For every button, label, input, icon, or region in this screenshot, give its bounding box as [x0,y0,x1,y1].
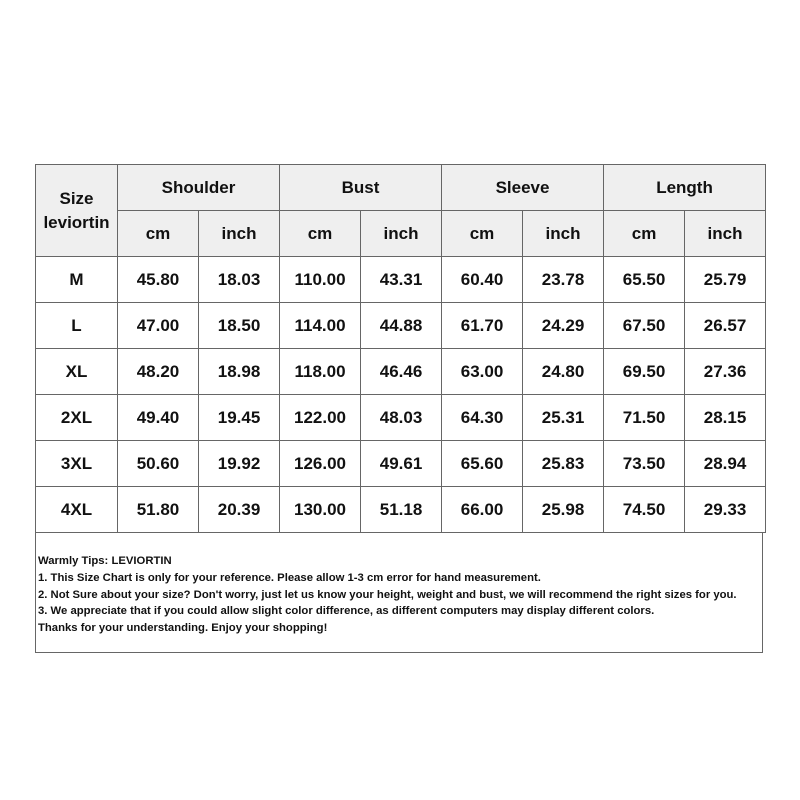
measurement-cell: 48.03 [361,395,442,441]
measurement-cell: 48.20 [118,349,199,395]
measurement-cell: 66.00 [442,487,523,533]
measurement-cell: 19.45 [199,395,280,441]
size-cell: L [36,303,118,349]
measurement-cell: 118.00 [280,349,361,395]
measurement-cell: 64.30 [442,395,523,441]
measurement-cell: 26.57 [685,303,766,349]
header-unit-row [36,211,766,257]
measurement-cell: 51.18 [361,487,442,533]
size-cell: 2XL [36,395,118,441]
measurement-cell: 46.46 [361,349,442,395]
length-header: Length [604,165,766,211]
measurement-cell: 19.92 [199,441,280,487]
measurement-cell: 24.80 [523,349,604,395]
tip-line: 2. Not Sure about your size? Don't worry, just let us know your height, weight and bust, we will recommend the right sizes for you. [38,588,737,601]
measurement-cell: 74.50 [604,487,685,533]
tip-line: 1. This Size Chart is only for your reference. Please allow 1-3 cm error for hand measurement. [38,571,541,584]
measurement-cell: 20.39 [199,487,280,533]
unit-header: inch [361,211,442,257]
measurement-cell: 47.00 [118,303,199,349]
measurement-cell: 67.50 [604,303,685,349]
measurement-cell: 49.61 [361,441,442,487]
measurement-cell: 60.40 [442,257,523,303]
shoulder-header: Shoulder [118,165,280,211]
tip-line: 3. We appreciate that if you could allow slight color difference, as different computers may display different colors. [38,605,655,618]
measurement-cell: 25.83 [523,441,604,487]
measurement-cell: 28.94 [685,441,766,487]
size-header-cell [36,165,118,257]
size-cell: M [36,257,118,303]
size-table [35,164,766,533]
tips-box [35,533,763,653]
size-header-label: Size [59,188,94,208]
measurement-cell: 63.00 [442,349,523,395]
measurement-cell: 44.88 [361,303,442,349]
table-row [36,303,766,349]
measurement-cell: 24.29 [523,303,604,349]
measurement-cell: 28.15 [685,395,766,441]
header-group-row [36,165,766,211]
unit-header: cm [604,211,685,257]
table-row [36,349,766,395]
size-chart [35,164,765,653]
measurement-cell: 29.33 [685,487,766,533]
unit-header: cm [280,211,361,257]
measurement-cell: 18.50 [199,303,280,349]
table-row [36,487,766,533]
measurement-cell: 45.80 [118,257,199,303]
measurement-cell: 27.36 [685,349,766,395]
unit-header: cm [442,211,523,257]
measurement-cell: 65.60 [442,441,523,487]
table-row [36,395,766,441]
measurement-cell: 50.60 [118,441,199,487]
measurement-cell: 73.50 [604,441,685,487]
measurement-cell: 18.03 [199,257,280,303]
table-row [36,257,766,303]
measurement-cell: 23.78 [523,257,604,303]
sleeve-header: Sleeve [442,165,604,211]
measurement-cell: 25.79 [685,257,766,303]
tips-title: Warmly Tips: LEVIORTIN [38,555,172,567]
measurement-cell: 25.31 [523,395,604,441]
measurement-cell: 114.00 [280,303,361,349]
table-row [36,441,766,487]
measurement-cell: 122.00 [280,395,361,441]
tips-footer: Thanks for your understanding. Enjoy your shopping! [38,622,328,635]
measurement-cell: 49.40 [118,395,199,441]
unit-header: cm [118,211,199,257]
measurement-cell: 51.80 [118,487,199,533]
size-cell: XL [36,349,118,395]
measurement-cell: 65.50 [604,257,685,303]
measurement-cell: 18.98 [199,349,280,395]
unit-header: inch [523,211,604,257]
measurement-cell: 130.00 [280,487,361,533]
size-cell: 4XL [36,487,118,533]
measurement-cell: 25.98 [523,487,604,533]
size-cell: 3XL [36,441,118,487]
measurement-cell: 43.31 [361,257,442,303]
measurement-cell: 71.50 [604,395,685,441]
measurement-cell: 126.00 [280,441,361,487]
bust-header: Bust [280,165,442,211]
measurement-cell: 69.50 [604,349,685,395]
brand-header-label: leviortin [43,212,110,232]
unit-header: inch [685,211,766,257]
measurement-cell: 110.00 [280,257,361,303]
unit-header: inch [199,211,280,257]
measurement-cell: 61.70 [442,303,523,349]
